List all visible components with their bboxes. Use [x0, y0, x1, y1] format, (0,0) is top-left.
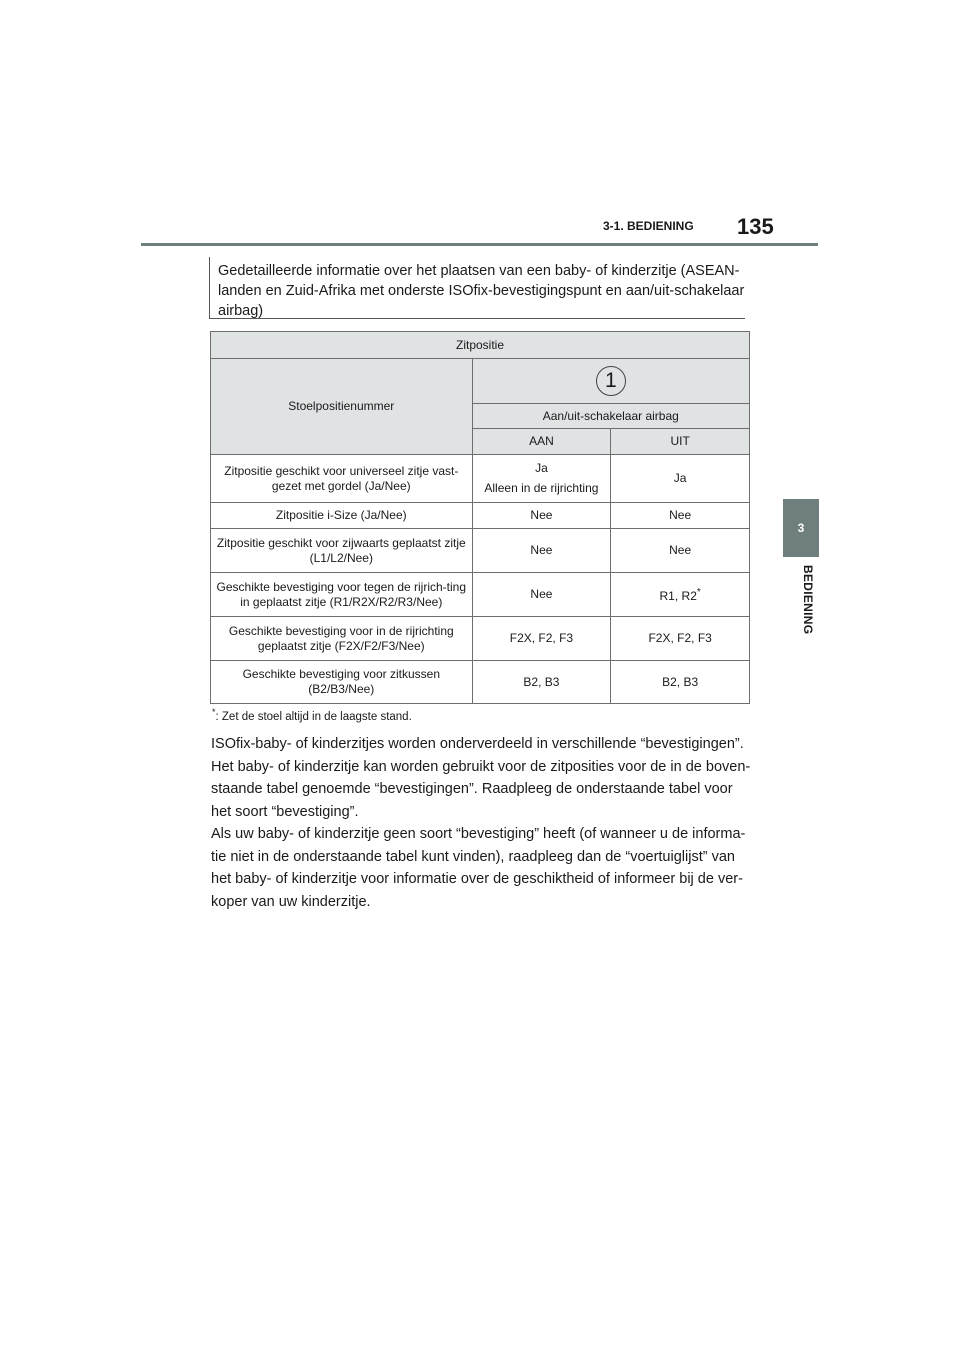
footnote-text: : Zet de stoel altijd in de laagste stand. [215, 710, 412, 723]
footnote-marker: * [696, 587, 701, 598]
table-head-uit: UIT [611, 429, 750, 455]
table-head-stoelpositienummer: Stoelpositienummer [211, 359, 473, 455]
table-row [211, 617, 750, 661]
chapter-label: BEDIENING [801, 565, 815, 635]
row-aan-line2: Alleen in de rijrichting [484, 481, 599, 495]
row-label: Zitpositie geschikt voor universeel zitje vast-gezet met gordel (Ja/Nee) [211, 455, 473, 503]
row-uit-value [611, 573, 750, 617]
row-uit-value: B2, B3 [611, 661, 750, 704]
page-number: 135 [737, 214, 774, 239]
row-uit-value: Nee [611, 503, 750, 529]
table-row [211, 661, 750, 704]
row-label: Geschikte bevestiging voor in de rijrichting geplaatst zitje (F2X/F2/F3/Nee) [211, 617, 473, 661]
row-aan-value: Nee [472, 573, 611, 617]
seat-number-circle: 1 [596, 366, 626, 396]
row-label: Geschikte bevestiging voor tegen de rijrich-ting in geplaatst zitje (R1/R2X/R2/R3/Nee) [211, 573, 473, 617]
seat-table [210, 331, 750, 704]
row-aan-value: B2, B3 [472, 661, 611, 704]
table-row [211, 529, 750, 573]
row-aan-value: Nee [472, 503, 611, 529]
row-uit-value: Nee [611, 529, 750, 573]
table-row [211, 503, 750, 529]
table-row [211, 455, 750, 503]
row-uit-value: Ja [611, 455, 750, 503]
table-row [211, 573, 750, 617]
row-label: Zitpositie geschikt voor zijwaarts geplaatst zitje (L1/L2/Nee) [211, 529, 473, 573]
row-uit-value: F2X, F2, F3 [611, 617, 750, 661]
footnote-mark: * [212, 707, 216, 717]
row-aan-value [472, 455, 611, 503]
body-paragraph: ISOfix-baby- of kinderzitjes worden onderverdeeld in verschillende “bevestigingen”. Het baby- of kinderzitje kan worden gebruikt voor de zitposities voor de in de boven-staande tabel genoemde “bevestigingen”. Raadpleeg de onderstaande tabel voor het soort “bevestiging”. [211, 736, 751, 820]
table-head-aan: AAN [472, 429, 611, 455]
row-label: Zitpositie i-Size (Ja/Nee) [211, 503, 473, 529]
chapter-tab: 3 [783, 499, 819, 557]
table-head-zitpositie: Zitpositie [211, 332, 750, 359]
header-rule [141, 243, 818, 246]
body-paragraph: Als uw baby- of kinderzitje geen soort “bevestiging” heeft (of wanneer u de informa-tie niet in de onderstaande tabel kunt vinden), raadpleeg dan de “voertuiglijst” van het baby- of kinderzitje voor informatie over de geschiktheid of informeer bij de ver-koper van uw kinderzitje. [211, 826, 746, 910]
footnote [212, 707, 412, 723]
body-text [211, 733, 756, 913]
row-uit-text: R1, R2 [659, 589, 697, 603]
row-aan-value: Nee [472, 529, 611, 573]
table-head-airbag-switch: Aan/uit-schakelaar airbag [472, 404, 749, 429]
intro-box: Gedetailleerde informatie over het plaatsen van een baby- of kinderzitje (ASEAN-landen en Zuid-Afrika met onderste ISOfix-bevestigingspunt en aan/uit-schakelaar airbag) [209, 257, 745, 319]
section-title: 3-1. BEDIENING [603, 219, 694, 233]
table-head-seat-number [472, 359, 749, 404]
row-aan-value: F2X, F2, F3 [472, 617, 611, 661]
row-aan-line1: Ja [535, 461, 548, 475]
row-label: Geschikte bevestiging voor zitkussen (B2/B3/Nee) [211, 661, 473, 704]
